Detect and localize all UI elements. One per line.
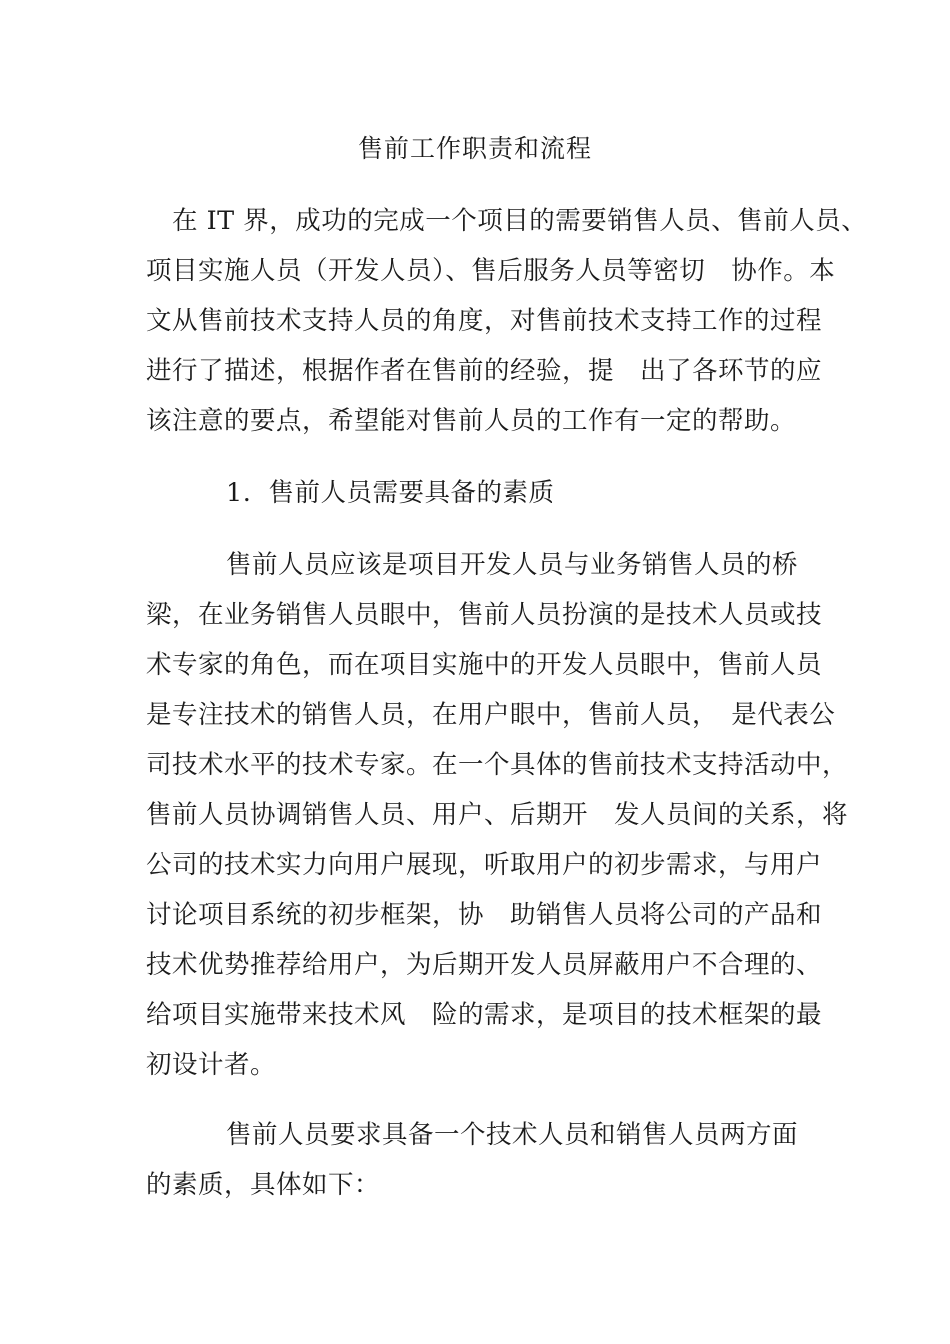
paragraph-line: 是专注技术的销售人员，在用户眼中，售前人员， 是代表公 [146, 700, 836, 730]
paragraph-line: 司技术水平的技术专家。在一个具体的售前技术支持活动中， [146, 750, 849, 780]
intro-line: 该注意的要点，希望能对售前人员的工作有一定的帮助。 [146, 406, 797, 436]
intro-line: 进行了描述，根据作者在售前的经验，提 出了各环节的应 [146, 356, 823, 386]
document-title: 售前工作职责和流程 [357, 134, 592, 163]
paragraph-line: 售前人员要求具备一个技术人员和销售人员两方面 [226, 1120, 799, 1150]
section-heading: 1. 售前人员需要具备的素质 [226, 478, 555, 508]
paragraph-line: 讨论项目系统的初步框架，协 助销售人员将公司的产品和 [146, 900, 823, 930]
paragraph-line: 技术优势推荐给用户，为后期开发人员屏蔽用户不合理的、 [146, 950, 823, 980]
paragraph-line: 公司的技术实力向用户展现，听取用户的初步需求，与用户 [146, 850, 823, 880]
paragraph-line: 的素质，具体如下： [146, 1170, 381, 1200]
paragraph-line: 售前人员协调销售人员、用户、后期开 发人员间的关系，将 [146, 800, 849, 830]
paragraph-line: 术专家的角色，而在项目实施中的开发人员眼中，售前人员 [146, 650, 823, 680]
paragraph-line: 给项目实施带来技术风 险的需求，是项目的技术框架的最 [146, 1000, 823, 1030]
paragraph-line: 初设计者。 [146, 1050, 277, 1080]
intro-line: 在 IT 界，成功的完成一个项目的需要销售人员、售前人员、 [172, 206, 868, 236]
paragraph-line: 售前人员应该是项目开发人员与业务销售人员的桥 [226, 550, 799, 580]
paragraph-line: 梁，在业务销售人员眼中，售前人员扮演的是技术人员或技 [146, 600, 823, 630]
intro-line: 项目实施人员（开发人员）、售后服务人员等密切 协作。本 [146, 256, 836, 286]
intro-line: 文从售前技术支持人员的角度，对售前技术支持工作的过程 [146, 306, 823, 336]
